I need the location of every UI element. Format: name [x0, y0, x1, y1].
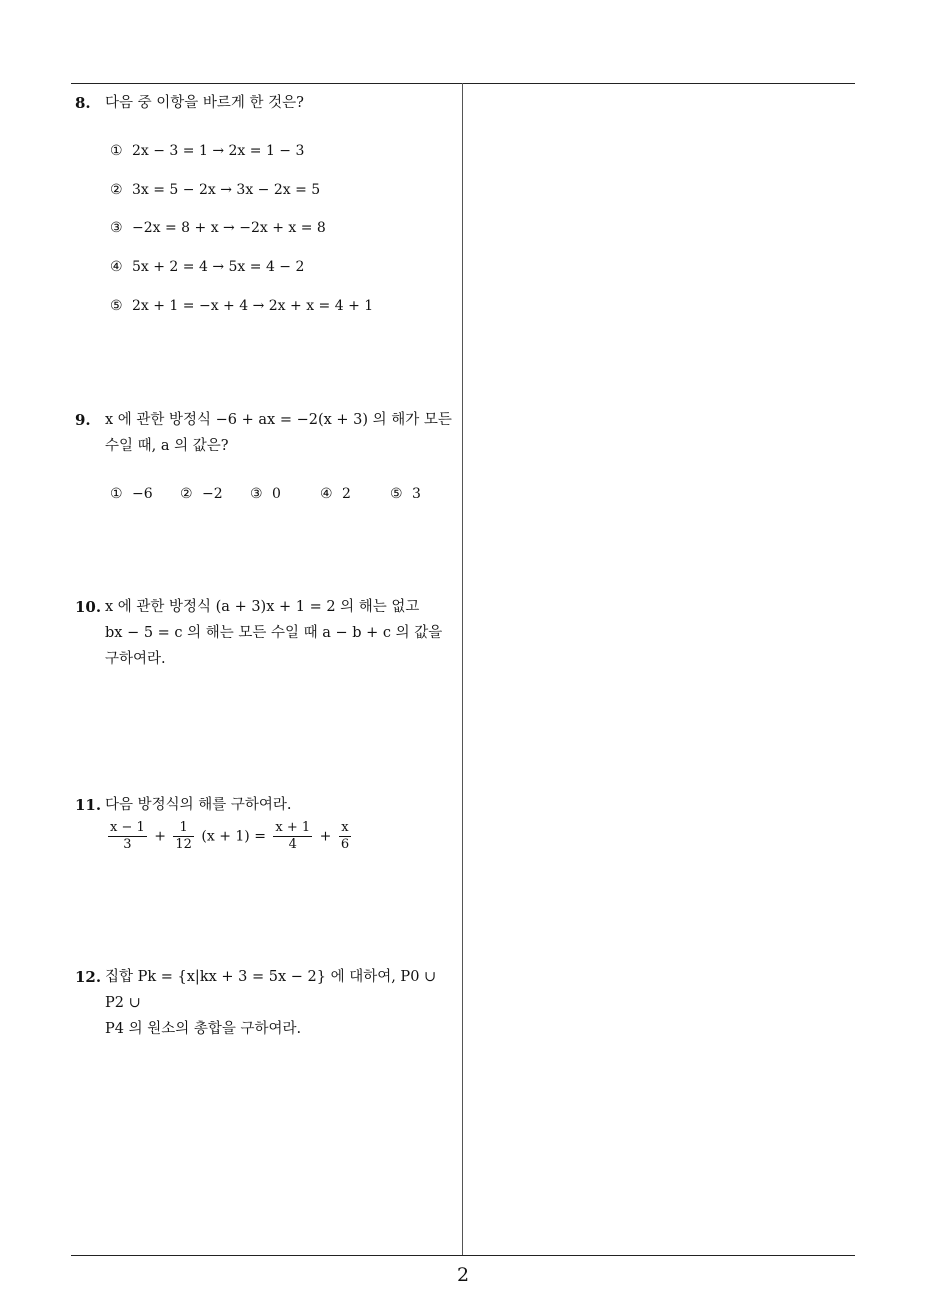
- choice-5[interactable]: ⑤ 3: [390, 486, 421, 502]
- column-divider: [462, 83, 463, 1255]
- question-stem-line-2: P4 의 원소의 총합을 구하여라.: [105, 1021, 302, 1037]
- choice-list: [110, 132, 457, 325]
- question-stem-line-1: x 에 관한 방정식 −6 + ax = −2(x + 3) 의 해가 모든: [105, 412, 452, 428]
- equation: $\frac{x - 1}{3}$ + $\frac{1}{12}$ (x + 1) = $\frac{x + 1}{4}$ + $\frac{x}{6}$: [110, 820, 350, 852]
- question-9: [75, 407, 457, 507]
- question-stem: 다음 중 이항을 바르게 한 것은?: [105, 95, 304, 111]
- question-11: [75, 792, 457, 853]
- choice-3[interactable]: ③ 0: [250, 486, 281, 502]
- fraction-3: $\frac{x + 1}{4}$: [275, 820, 311, 852]
- question-12: [75, 964, 457, 1042]
- question-number: 10.: [75, 598, 102, 616]
- fraction-1: $\frac{x - 1}{3}$: [110, 820, 145, 852]
- choice-5[interactable]: ⑤ 2x + 1 = −x + 4 → 2x + x = 4 + 1: [110, 297, 374, 314]
- choice-2[interactable]: ② −2: [180, 486, 223, 502]
- footer-rule: [71, 1255, 855, 1256]
- question-stem: 다음 방정식의 해를 구하여라.: [105, 797, 292, 813]
- page-number: 2: [456, 1264, 470, 1286]
- question-10: [75, 594, 457, 672]
- question-number: 11.: [75, 796, 102, 814]
- question-stem-line-1: x 에 관한 방정식 (a + 3)x + 1 = 2 의 해는 없고: [105, 599, 420, 615]
- choice-1[interactable]: ① 2x − 3 = 1 → 2x = 1 − 3: [110, 143, 305, 159]
- choice-2[interactable]: ② 3x = 5 − 2x → 3x − 2x = 5: [110, 181, 321, 198]
- question-stem-line-3: 구하여라.: [105, 651, 166, 667]
- choice-4[interactable]: ④ 5x + 2 = 4 → 5x = 4 − 2: [110, 259, 305, 276]
- fraction-2: $\frac{1}{12}$: [175, 820, 192, 852]
- question-number: 8.: [75, 94, 91, 112]
- question-stem-line-2: bx − 5 = c 의 해는 모든 수일 때 a − b + c 의 값을: [105, 625, 443, 641]
- question-number: 9.: [75, 411, 91, 429]
- question-stem-line-2: 수일 때, a 의 값은?: [105, 438, 229, 454]
- question-number: 12.: [75, 968, 102, 986]
- header-rule: [71, 83, 855, 84]
- choice-3[interactable]: ③ −2x = 8 + x → −2x + x = 8: [110, 220, 326, 237]
- fraction-4: $\frac{x}{6}$: [340, 820, 350, 852]
- question-8: [75, 90, 457, 325]
- choice-4[interactable]: ④ 2: [320, 486, 351, 502]
- question-stem-line-1: 집합 Pk = {x|kx + 3 = 5x − 2} 에 대하여, P0 ∪ P2 ∪: [105, 969, 437, 1011]
- choice-row: [110, 481, 457, 507]
- choice-1[interactable]: ① −6: [110, 486, 153, 502]
